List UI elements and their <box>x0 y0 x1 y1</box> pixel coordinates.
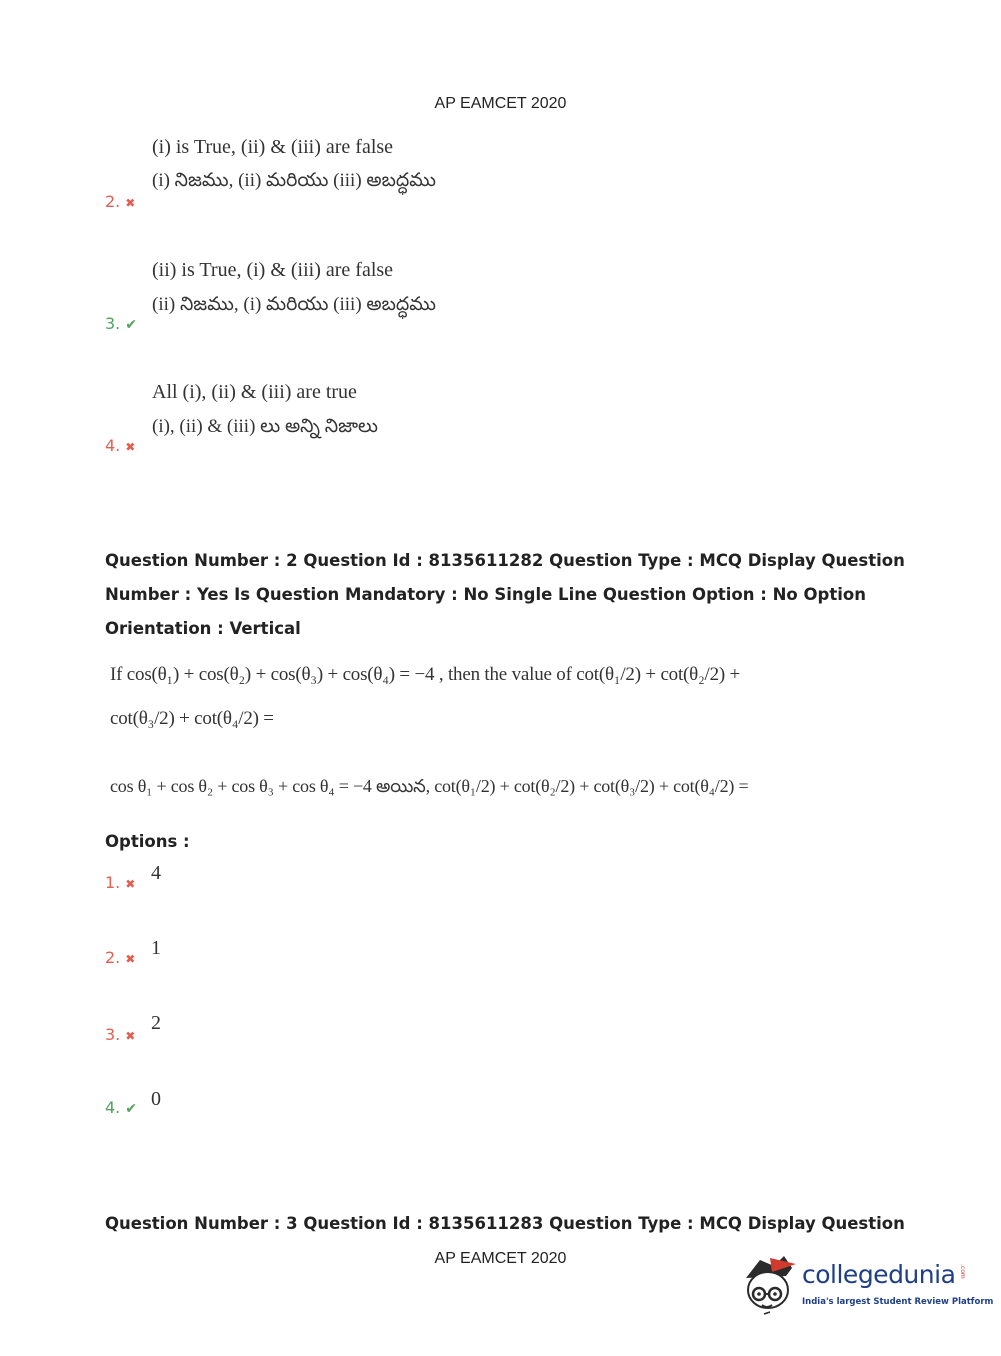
q2-option-4-number <box>105 1098 137 1117</box>
cross-icon: ✖ <box>125 877 136 891</box>
q2-option-2-value: 1 <box>151 937 161 959</box>
option-2-english-text: (i) is True, (ii) & (iii) are false <box>152 136 394 158</box>
question-2-meta-line-1: Question Number : 2 Question Id : 8135611282 Question Type : MCQ Display Question <box>105 551 905 570</box>
option-number-label: 1. <box>105 873 121 892</box>
check-icon: ✔ <box>125 317 137 333</box>
logo-suffix: .com <box>959 1264 966 1279</box>
page-header: AP EAMCET 2020 <box>434 95 567 112</box>
option-number-label: 3. <box>105 1025 121 1044</box>
question-3-meta-line-1: Question Number : 3 Question Id : 8135611283 Question Type : MCQ Display Question <box>105 1214 905 1233</box>
option-number-label: 3. <box>105 314 121 333</box>
option-4-english-text: All (i), (ii) & (iii) are true <box>152 381 357 403</box>
option-number-label: 4. <box>105 1098 121 1117</box>
option-number-label: 2. <box>105 948 121 967</box>
question-2-meta-line-3: Orientation : Vertical <box>105 619 301 638</box>
option-3-telugu-text: (ii) నిజము, (i) మరియు (iii) అబద్ధము <box>152 294 436 315</box>
q2-option-1-value: 4 <box>151 862 161 884</box>
q2-option-2-number <box>105 948 135 967</box>
logo-wordmark: collegedunia <box>802 1260 956 1289</box>
cross-icon: ✖ <box>125 440 136 454</box>
question-2-stem-telugu: cos θ₁ + cos θ₂ + cos θ₃ + cos θ₄ = −4 అయిన, cot(θ₁/2) + cot(θ₂/2) + cot(θ₃/2) + cot(θ₄/2) = <box>110 776 749 796</box>
logo-tagline: India's largest Student Review Platform <box>802 1297 994 1307</box>
question-2-stem-english-line-1: If cos(θ₁) + cos(θ₂) + cos(θ₃) + cos(θ₄) = −4 , then the value of cot(θ₁/2) + cot(θ₂/2) + <box>110 664 741 685</box>
option-4-telugu-text: (i), (ii) & (iii) లు అన్ని నిజాలు <box>152 416 378 437</box>
mascot-icon <box>740 1250 800 1316</box>
q2-option-4-value: 0 <box>151 1088 161 1110</box>
q2-option-3-value: 2 <box>151 1012 161 1034</box>
page-footer: AP EAMCET 2020 <box>434 1250 567 1267</box>
option-2-telugu-text: (i) నిజము, (ii) మరియు (iii) అబద్ధము <box>152 170 436 191</box>
option-4-number <box>105 436 135 455</box>
option-3-number <box>105 314 137 333</box>
cross-icon: ✖ <box>125 952 136 966</box>
collegedunia-logo <box>740 1250 994 1320</box>
options-label: Options : <box>105 832 190 851</box>
q2-option-1-number <box>105 873 135 892</box>
option-3-english-text: (ii) is True, (i) & (iii) are false <box>152 259 394 281</box>
q2-option-3-number <box>105 1025 135 1044</box>
option-number-label: 4. <box>105 436 121 455</box>
check-icon: ✔ <box>125 1101 137 1117</box>
option-number-label: 2. <box>105 192 121 211</box>
cross-icon: ✖ <box>125 1029 136 1043</box>
cross-icon: ✖ <box>125 196 136 210</box>
question-2-meta-line-2: Number : Yes Is Question Mandatory : No Single Line Question Option : No Option <box>105 585 866 604</box>
option-2-number <box>105 192 135 211</box>
question-2-stem-english-line-2: cot(θ₃/2) + cot(θ₄/2) = <box>110 708 274 729</box>
